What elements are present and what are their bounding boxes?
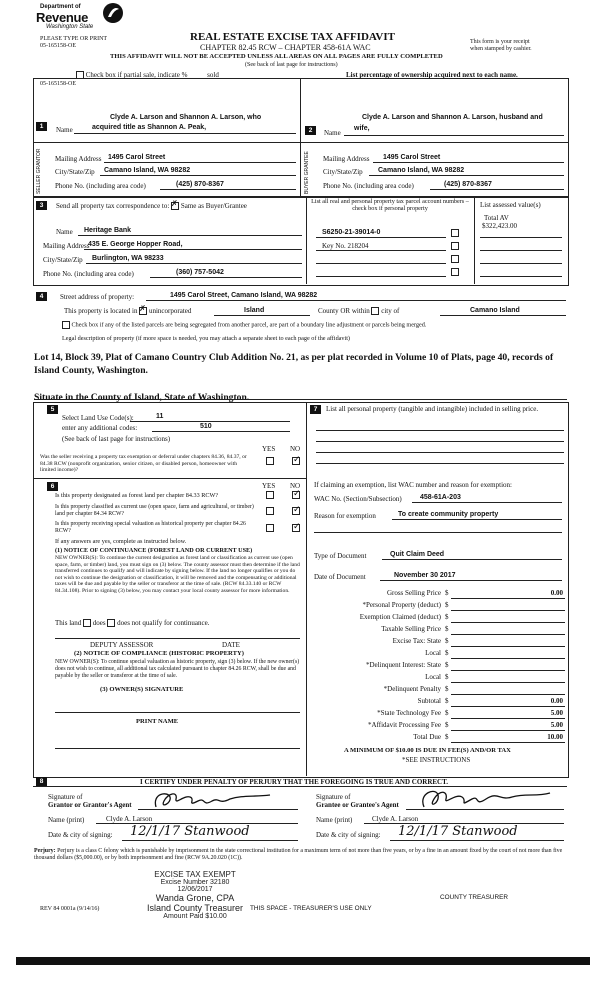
fee-value[interactable]: 0.00 [550, 697, 563, 705]
please-type: PLEASE TYPE OR PRINT [40, 36, 108, 42]
seller-name-label: Name [56, 126, 73, 134]
fee-currency: $ [445, 685, 449, 693]
located-row: This property is located in ✗ unincorporated [64, 304, 192, 315]
seller-phone[interactable]: (425) 870-8367 [176, 181, 224, 188]
forest-yes-checkbox[interactable] [266, 491, 274, 499]
grantor-date-city[interactable]: 12/1/17 Stanwood [130, 824, 250, 839]
dept-line2: Revenue [36, 10, 89, 25]
fee-label: Taxable Selling Price [381, 625, 441, 633]
exemption-reason[interactable]: To create community property [398, 511, 499, 518]
fee-value[interactable]: 0.00 [550, 589, 563, 597]
county-or-row: County OR within city of [318, 307, 400, 315]
seller-city[interactable]: Camano Island, WA 98282 [104, 167, 191, 174]
total-av[interactable]: $322,423.00 [482, 222, 517, 230]
fee-row [310, 660, 565, 672]
fee-currency: $ [445, 697, 449, 705]
fee-label: Subtotal [417, 697, 441, 705]
fee-row [310, 612, 565, 624]
dept-line1: Department of [40, 4, 81, 10]
grantor-sig-label-1: Signature of [48, 793, 83, 801]
send-correspondence-label: Send all property tax correspondence to: ✗ Same as Buyer/Grantee [56, 199, 247, 210]
land-use-code[interactable]: 11 [156, 413, 164, 420]
fee-currency: $ [445, 625, 449, 633]
doc-type[interactable]: Quit Claim Deed [390, 551, 445, 558]
wac-label: WAC No. (Section/Subsection) [314, 495, 402, 503]
fee-label: *Delinquent Interest: State [365, 661, 441, 669]
land-qualifies-row: This land does does not qualify for continuance. [55, 619, 210, 627]
form-subtitle: CHAPTER 82.45 RCW – CHAPTER 458-61A WAC [200, 43, 371, 52]
corr-phone[interactable]: (360) 757-5042 [176, 269, 224, 276]
minimum-fee-note: A MINIMUM OF $10.00 IS DUE IN FEE(S) AND/OR TAX [344, 747, 511, 754]
street-address[interactable]: 1495 Carol Street, Camano Island, WA 98282 [170, 292, 318, 299]
grantor-date-label: Date & city of signing: [48, 831, 113, 839]
legal-description-label: Legal description of property (if more space is needed, you may attach a separate sheet to each page of the affidavit) [62, 335, 350, 342]
corr-mailing[interactable]: 435 E. George Hopper Road, [88, 241, 183, 248]
historic-question: Is this property receiving special valuation as historical property per chapter 84.26 RCW? [55, 521, 246, 534]
section-4-number: 4 [36, 292, 47, 301]
fee-line [451, 706, 565, 707]
corr-name-label: Name [56, 228, 73, 236]
assessed-header: List assessed value(s) [480, 201, 541, 209]
personal-property-checkbox-2[interactable] [451, 242, 459, 250]
notice-2-body: NEW OWNER(S): To continue special valuation as historic property, sign (3) below. If the new owner(s) does not wish to continue, all additional tax calculated pursuant to chapter 84.26 RCW, shall be due and payable by the seller or transferor at the time of sale. [55, 659, 300, 679]
grantee-print-name[interactable]: Clyde A. Larson [372, 815, 419, 823]
buyer-mailing-label: Mailing Address [323, 155, 370, 163]
no-header-6: NO [290, 482, 301, 490]
list-percentage-note: List percentage of ownership acquired next to each name. [346, 71, 518, 79]
fee-currency: $ [445, 601, 449, 609]
reason-label: Reason for exemption [314, 512, 376, 520]
fee-row [310, 708, 565, 720]
current-use-yes-checkbox[interactable] [266, 507, 274, 515]
form-code-1: 05-165158-OE [40, 43, 76, 49]
personal-property-checkbox-1[interactable] [451, 229, 459, 237]
fee-currency: $ [445, 589, 449, 597]
fee-line [451, 598, 565, 599]
seller-phone-label: Phone No. (including area code) [55, 182, 146, 190]
notice-2-title: (2) NOTICE OF COMPLIANCE (HISTORIC PROPERTY) [74, 650, 244, 657]
grantor-print-name[interactable]: Clyde A. Larson [106, 815, 153, 823]
grantor-name-label: Name (print) [48, 816, 85, 824]
does-not-checkbox[interactable] [107, 619, 115, 627]
fee-label: Local [425, 673, 441, 681]
land-use-label: Select Land Use Code(s): [62, 414, 134, 422]
fee-value[interactable]: 5.00 [550, 709, 563, 717]
does-checkbox[interactable] [83, 619, 91, 627]
fee-row [310, 648, 565, 660]
bottom-bar [16, 957, 590, 965]
fee-line [451, 610, 565, 611]
fee-line [451, 694, 565, 695]
fee-label: Local [425, 649, 441, 657]
see-instructions-note: *SEE INSTRUCTIONS [402, 756, 471, 764]
checkmark-icon: ✗ [139, 304, 146, 314]
fee-label: *State Technology Fee [377, 709, 441, 717]
receipt-note-2: when stamped by cashier. [470, 46, 532, 52]
fee-value[interactable]: 5.00 [550, 721, 563, 729]
fee-line [451, 670, 565, 671]
same-as-buyer-checkbox[interactable] [171, 199, 179, 210]
fee-label: *Delinquent Penalty [383, 685, 441, 693]
personal-property-label: List all personal property (tangible and intangible) included in selling price. [326, 405, 539, 413]
additional-codes[interactable]: 510 [200, 423, 212, 430]
grantee-sig-label-2: Grantee or Grantee's Agent [316, 801, 399, 809]
buyer-name-line1: Clyde A. Larson and Shannon A. Larson, husband and [362, 114, 543, 121]
legal-description-situate[interactable]: Situate in the County of Island, State of Washington. [34, 392, 250, 403]
see-back-header: (See back of last page for instructions) [245, 62, 338, 68]
historic-yes-checkbox[interactable] [266, 524, 274, 532]
section-5-see-back: (See back of last page for instructions) [62, 435, 171, 443]
print-name-label: PRINT NAME [136, 718, 179, 725]
fee-row [310, 720, 565, 732]
dor-emblem-icon [102, 2, 124, 24]
total-av-label: Total AV [484, 214, 509, 222]
forest-no-checkbox[interactable] [292, 488, 301, 499]
fee-value[interactable]: 10.00 [547, 733, 563, 741]
any-yes-note: If any answers are yes, complete as instructed below. [55, 538, 187, 545]
fee-currency: $ [445, 661, 449, 669]
fee-label: *Personal Property (deduct) [362, 601, 441, 609]
fee-row [310, 588, 565, 600]
city-name[interactable]: Camano Island [470, 307, 520, 314]
street-address-label: Street address of property: [60, 293, 135, 301]
certify-statement: I CERTIFY UNDER PENALTY OF PERJURY THAT THE FOREGOING IS TRUE AND CORRECT. [140, 778, 449, 786]
grantee-date-city[interactable]: 12/1/17 Stanwood [398, 824, 518, 839]
checkmark-icon: ✗ [171, 199, 178, 209]
fee-label: Excise Tax: State [392, 637, 441, 645]
wac-number[interactable]: 458-61A-203 [420, 494, 461, 501]
checkmark-icon: ✓ [293, 504, 301, 514]
receipt-note-1: This form is your receipt [470, 39, 530, 45]
grantee-name-label: Name (print) [316, 816, 353, 824]
section-5-number: 5 [47, 405, 58, 414]
section-2-number: 2 [305, 126, 316, 135]
fee-line [451, 646, 565, 647]
notice-1-body: NEW OWNER(S): To continue the current designation as forest land or classification as current use (open space, farm, or timber) land, you must sign on (3) below. The county assessor must then determine if the land transferred continues to qualify and will indicate by signing below. If the land no longer qualifies or you do not wish to continue the designation or classification, it will be removed and the compensating or additional taxes will be due and payable by the seller or transferor at the time of sale. (RCW 84.33.140 or RCW 84.34.108). Prior to signing (3) below, you may contact your local county assessor for more information. [55, 555, 300, 594]
checkmark-icon: ✓ [293, 521, 301, 531]
excise-exempt-stamp: EXCISE TAX EXEMPT Excise Number 32180 12/06/2017 Wanda Grone, CPA Island County Treasurer Amount Paid $10.00 [146, 870, 244, 920]
dept-line3: Washington State [46, 24, 94, 30]
fee-line [451, 622, 565, 623]
segregated-checkbox[interactable] [62, 321, 70, 329]
buyer-mailing[interactable]: 1495 Carol Street [383, 154, 441, 161]
no-header-5: NO [290, 445, 301, 453]
parcel-1[interactable]: S6250-21-39014-0 [322, 229, 381, 236]
fee-table [310, 588, 565, 744]
dor-logo [36, 4, 130, 36]
fee-row [310, 600, 565, 612]
fee-line [451, 634, 565, 635]
fee-currency: $ [445, 649, 449, 657]
date-label: DATE [222, 641, 240, 649]
perjury-note: Perjury: Perjury is a class C felony which is punishable by imprisonment in the state correctional institution for a maximum term of not more than five years, or by a fine in an amount fixed by the court of not more than five thousand dollars ($5,000.00), or by both imprisonment and fine (RCW 9A.20.020 (1C)). [34, 848, 563, 861]
buyer-name-line2: wife, [354, 125, 370, 132]
fee-row [310, 732, 565, 744]
historic-no-checkbox[interactable] [292, 521, 301, 532]
seller-mailing-label: Mailing Address [55, 155, 102, 163]
county-name[interactable]: Island [244, 307, 265, 314]
fee-row [310, 684, 565, 696]
fee-line [451, 742, 565, 743]
exemption-no-checkbox[interactable] [292, 454, 301, 465]
section-1-number: 1 [36, 122, 47, 131]
fee-line [451, 658, 565, 659]
buyer-city[interactable]: Camano Island, WA 98282 [378, 167, 465, 174]
checkmark-icon: ✓ [293, 454, 301, 464]
grantor-sig-label-2: Grantor or Grantor's Agent [48, 801, 132, 809]
buyer-phone-label: Phone No. (including area code) [323, 182, 414, 190]
fee-label: Exemption Claimed (deduct) [359, 613, 441, 621]
section-8-number: 8 [36, 777, 47, 786]
fee-label: Total Due [413, 733, 441, 741]
personal-property-checkbox-4[interactable] [451, 268, 459, 276]
exemption-question: Was the seller receiving a property tax exemption or deferral under chapters 84.36, 84.37, or 84.38 RCW (nonprofit organization, senior citizen, or disabled person, homeowner with limited income)? [40, 454, 247, 474]
fee-row [310, 672, 565, 684]
fee-currency: $ [445, 721, 449, 729]
fee-label: Gross Selling Price [386, 589, 441, 597]
fee-row [310, 696, 565, 708]
corr-mailing-label: Mailing Address [43, 242, 90, 250]
notice-1-title: (1) NOTICE OF CONTINUANCE (FOREST LAND OR CURRENT USE) [55, 547, 253, 554]
corr-city[interactable]: Burlington, WA 98233 [92, 255, 164, 262]
buyer-name-label: Name [324, 129, 341, 137]
buyer-phone[interactable]: (425) 870-8367 [444, 181, 492, 188]
fee-line [451, 682, 565, 683]
exemption-yes-checkbox[interactable] [266, 457, 274, 465]
seller-city-label: City/State/Zip [55, 168, 95, 176]
yes-header-6: YES [262, 482, 276, 490]
treasurer-space-label: THIS SPACE - TREASURER'S USE ONLY [250, 905, 372, 912]
buyer-side-label: BUYER GRANTEE [304, 151, 310, 194]
doc-date[interactable]: November 30 2017 [394, 572, 456, 579]
seller-name-line2: acquired title as Shannon A. Peak, [92, 124, 207, 131]
doc-type-label: Type of Document [314, 552, 367, 560]
grantee-date-label: Date & city of signing: [316, 831, 381, 839]
form-code-2: 05-165158-OE [40, 81, 76, 87]
parcel-header: List all real and personal property tax parcel account numbers – check box if personal property [311, 198, 469, 212]
current-use-no-checkbox[interactable] [292, 504, 301, 515]
buyer-city-label: City/State/Zip [323, 168, 363, 176]
current-use-question: Is this property classified as current use (open space, farm and agricultural, or timber) land per chapter 84.34 RCW? [55, 504, 254, 517]
fee-label: *Affidavit Processing Fee [368, 721, 441, 729]
seller-side-label: SELLER GRANTOR [36, 148, 42, 194]
within-city-checkbox[interactable] [371, 307, 379, 315]
fee-line [451, 718, 565, 719]
exemption-claim-label: If claiming an exemption, list WAC number and reason for exemption: [314, 481, 512, 489]
fee-currency: $ [445, 637, 449, 645]
section-3-number: 3 [36, 201, 47, 210]
corr-name[interactable]: Heritage Bank [84, 227, 132, 234]
fee-row [310, 624, 565, 636]
unincorporated-checkbox[interactable] [139, 304, 147, 315]
forest-land-question: Is this property designated as forest land per chapter 84.33 RCW? [55, 492, 219, 499]
form-warning: THIS AFFIDAVIT WILL NOT BE ACCEPTED UNLESS ALL AREAS ON ALL PAGES ARE FULLY COMPLETED [110, 53, 443, 60]
corr-phone-label: Phone No. (including area code) [43, 270, 134, 278]
fee-currency: $ [445, 673, 449, 681]
county-treasurer-label: COUNTY TREASURER [440, 894, 508, 901]
additional-codes-label: enter any additional codes: [62, 424, 138, 432]
personal-property-checkbox-3[interactable] [451, 255, 459, 263]
seller-name-line1: Clyde A. Larson and Shannon A. Larson, who [110, 114, 262, 121]
legal-description-text[interactable]: Lot 14, Block 39, Plat of Camano Country Club Addition No. 21, as per plat recorded in Volume 10 of Plats, page 40, records of Island County, Washington. [34, 352, 554, 376]
form-title: REAL ESTATE EXCISE TAX AFFIDAVIT [190, 31, 395, 43]
yes-header-5: YES [262, 445, 276, 453]
partial-sale-row: Check box if partial sale, indicate % sold [76, 71, 219, 79]
fee-currency: $ [445, 709, 449, 717]
owner-signature-label: (3) OWNER(S) SIGNATURE [100, 686, 184, 693]
parcel-2[interactable]: Key No. 218204 [322, 242, 369, 250]
doc-date-label: Date of Document [314, 573, 366, 581]
checkmark-icon: ✓ [293, 488, 301, 498]
fee-currency: $ [445, 733, 449, 741]
deputy-assessor-label: DEPUTY ASSESSOR [90, 641, 154, 649]
corr-city-label: City/State/Zip [43, 256, 83, 264]
section-7-number: 7 [310, 405, 321, 414]
seller-mailing[interactable]: 1495 Carol Street [108, 154, 166, 161]
section-6-number: 6 [47, 482, 58, 491]
fee-currency: $ [445, 613, 449, 621]
fee-row [310, 636, 565, 648]
parties-box [33, 78, 569, 198]
grantee-sig-label-1: Signature of [316, 793, 351, 801]
fee-line [451, 730, 565, 731]
segregated-row: Check box if any of the listed parcels are being segregated from another parcel, are part of a boundary line adjustment or parcels being merged. [62, 321, 426, 329]
form-number: REV 84 0001a (9/14/16) [40, 906, 100, 912]
